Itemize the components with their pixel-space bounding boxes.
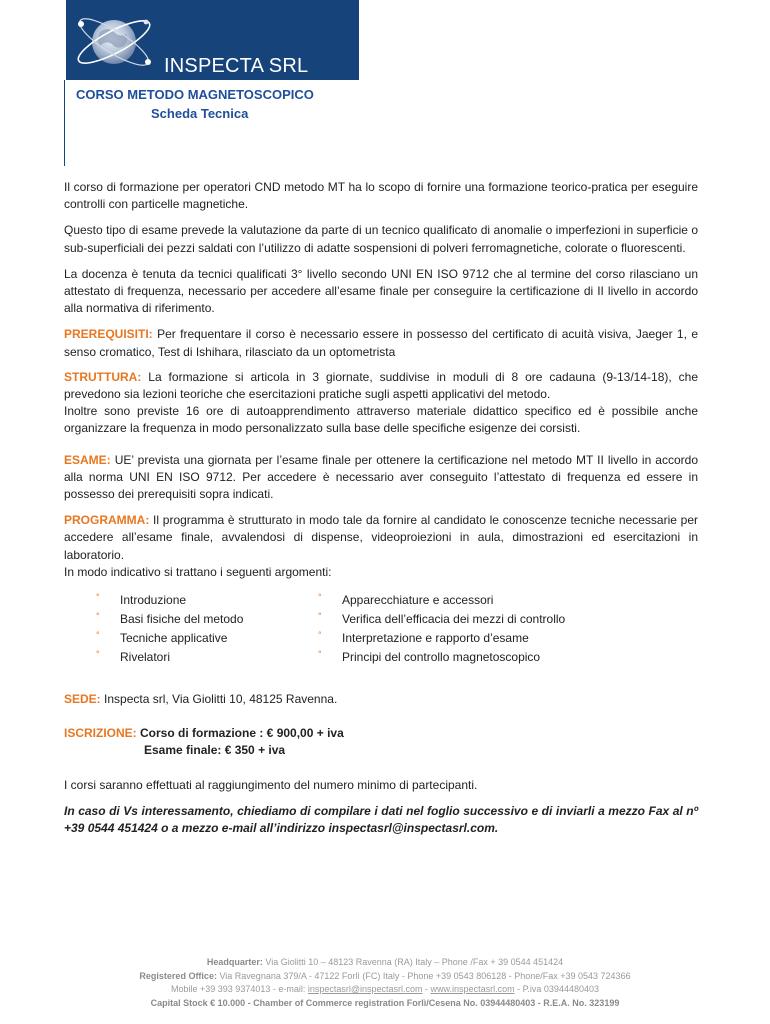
sede-text: Inspecta srl, Via Giolitti 10, 48125 Ravenna.: [100, 692, 338, 707]
struttura-text: La formazione si articola in 3 giornate, suddivise in moduli di 8 ore cadauna (9-13/14-18), che prevedono sia lezioni teoriche che esercitazioni pratiche sugli aspetti applicativi del metodo.: [64, 369, 698, 402]
fee-exam: Esame finale: € 350 + iva: [144, 743, 286, 758]
topic-label: Rivelatori: [120, 650, 171, 665]
programma-label: PROGRAMMA:: [64, 513, 150, 528]
footer-registered-office: [0, 970, 770, 984]
company-name: INSPECTA SRL: [164, 55, 309, 77]
struttura-section: [64, 369, 698, 403]
page-footer: [0, 956, 770, 1010]
list-item: [96, 610, 318, 629]
topics-list: [64, 591, 698, 667]
footer-mobile: Mobile +39 393 9374013 - e-mail:: [171, 984, 308, 994]
list-item: [96, 629, 318, 648]
note-paragraph: I corsi saranno effettuati al raggiungimento del numero minimo di partecipanti.: [64, 777, 478, 792]
esame-section: [64, 452, 698, 504]
footer-hq-label: Headquarter:: [206, 957, 263, 967]
footer-piva: - P.iva 03944480403: [514, 984, 599, 994]
footer-contacts: [0, 983, 770, 997]
topic-label: Interpretazione e rapporto d’esame: [342, 631, 529, 646]
esame-text: UE’ prevista una giornata per l’esame finale per ottenere la certificazione nel metodo MT II livello in accordo alla norma UNI EN ISO 9712. Per accedere è necessario aver conseguito l’attestato di frequenza ed essere in possesso dei prerequisiti sopra indicati.: [64, 452, 698, 502]
bullet-icon: °: [96, 649, 100, 660]
topic-label: Principi del controllo magnetoscopico: [342, 650, 541, 665]
bullet-icon: °: [318, 649, 322, 660]
programma-text-2: In modo indicativo si trattano i seguenti argomenti:: [64, 564, 332, 579]
bullet-icon: °: [96, 592, 100, 603]
footer-email-link[interactable]: inspectasrl@inspectasrl.com: [307, 984, 423, 994]
closing-paragraph: In caso di Vs interessamento, chiediamo di compilare i dati nel foglio successivo e di inviarli a mezzo Fax al nº +39 0544 451424 o a mezzo e-mail all’indirizzo inspectasrl@inspectasrl.com.: [64, 803, 698, 836]
course-subtitle: Scheda Tecnica: [151, 106, 249, 121]
list-item: [318, 648, 565, 667]
course-title: CORSO METODO MAGNETOSCOPICO: [76, 87, 314, 102]
footer-separator: -: [422, 984, 431, 994]
struttura-label: STRUTTURA:: [64, 369, 142, 384]
programma-section: [64, 512, 698, 564]
struttura-text-2: Inoltre sono previste 16 ore di autoapprendimento attraverso materiale didattico specifico ed è possibile anche organizzare la frequenza in modo personalizzato sulla base delle specifiche esigenze dei corsisti.: [64, 404, 698, 436]
footer-capital: [0, 997, 770, 1011]
bullet-icon: °: [318, 630, 322, 641]
list-item: [96, 591, 318, 610]
footer-capital-text: Capital Stock € 10.000 - Chamber of Commerce registration Forlì/Cesena No. 03944480403 - R.E.A. No. 323199: [150, 997, 620, 1008]
topics-column-left: [64, 591, 318, 667]
document-body: [64, 179, 698, 837]
fee-course: Corso di formazione : € 900,00 + iva: [136, 726, 344, 741]
list-item: [96, 648, 318, 667]
programma-text: Il programma è strutturato in modo tale da fornire al candidato le conoscenze tecniche necessarie per accedere all’esame finale, avvalendosi di dispense, videoproiezioni in aula, dimostrazioni ed esercitazioni in laboratorio.: [64, 513, 698, 562]
topic-label: Basi fisiche del metodo: [120, 612, 244, 627]
prerequisiti-text: Per frequentare il corso è necessario essere in possesso del certificato di acuità visiva, Jaeger 1, e senso cromatico, Test di Ishihara, rilasciato da un optometrista: [64, 327, 698, 359]
footer-website-link[interactable]: www.inspectasrl.com: [430, 984, 515, 994]
footer-hq-text: Via Giolitti 10 – 48123 Ravenna (RA) Italy – Phone /Fax + 39 0544 451424: [262, 957, 564, 967]
intro-paragraph: La docenza è tenuta da tecnici qualificati 3° livello secondo UNI EN ISO 9712 che al termine del corso rilasciano un attestato di frequenza, necessario per accedere all’esame finale per conseguire la certificazione di II livello in accordo alla normativa di riferimento.: [64, 266, 698, 316]
footer-headquarter: [0, 956, 770, 970]
esame-label: ESAME:: [64, 452, 111, 467]
globe-logo-icon: [66, 6, 162, 74]
list-item: [318, 610, 565, 629]
prerequisiti-label: PREREQUISITI:: [64, 327, 153, 342]
topic-label: Verifica dell’efficacia dei mezzi di controllo: [342, 612, 566, 627]
topics-column-right: [318, 591, 565, 667]
list-item: [318, 629, 565, 648]
intro-paragraph: Questo tipo di esame prevede la valutazione da parte di un tecnico qualificato di anomalie o imperfezioni in superficie o sub-superficiali dei pezzi saldati con l’utilizzo di adatte sospensioni di polveri ferromagnetiche, colorate o fluorescenti.: [64, 223, 698, 255]
footer-reg-text: Via Ravegnana 379/A - 47122 Forlì (FC) Italy - Phone +39 0543 806128 - Phone/Fax +39 0543 724366: [216, 970, 631, 981]
bullet-icon: °: [318, 592, 322, 603]
sede-section: [64, 691, 698, 708]
topic-label: Introduzione: [120, 593, 187, 608]
bullet-icon: °: [96, 611, 100, 622]
footer-reg-label: Registered Office:: [139, 970, 217, 981]
prerequisiti-section: [64, 326, 698, 360]
bullet-icon: °: [96, 630, 100, 641]
iscrizione-section: [64, 725, 698, 742]
sede-label: SEDE:: [64, 692, 101, 707]
bullet-icon: °: [318, 611, 322, 622]
intro-paragraph: Il corso di formazione per operatori CND metodo MT ha lo scopo di fornire una formazione teorico-pratica per eseguire controlli con particelle magnetiche.: [64, 180, 698, 212]
header-divider: [64, 80, 65, 166]
topic-label: Apparecchiature e accessori: [342, 593, 494, 608]
topic-label: Tecniche applicative: [120, 631, 228, 646]
iscrizione-label: ISCRIZIONE:: [64, 726, 137, 741]
list-item: [318, 591, 565, 610]
